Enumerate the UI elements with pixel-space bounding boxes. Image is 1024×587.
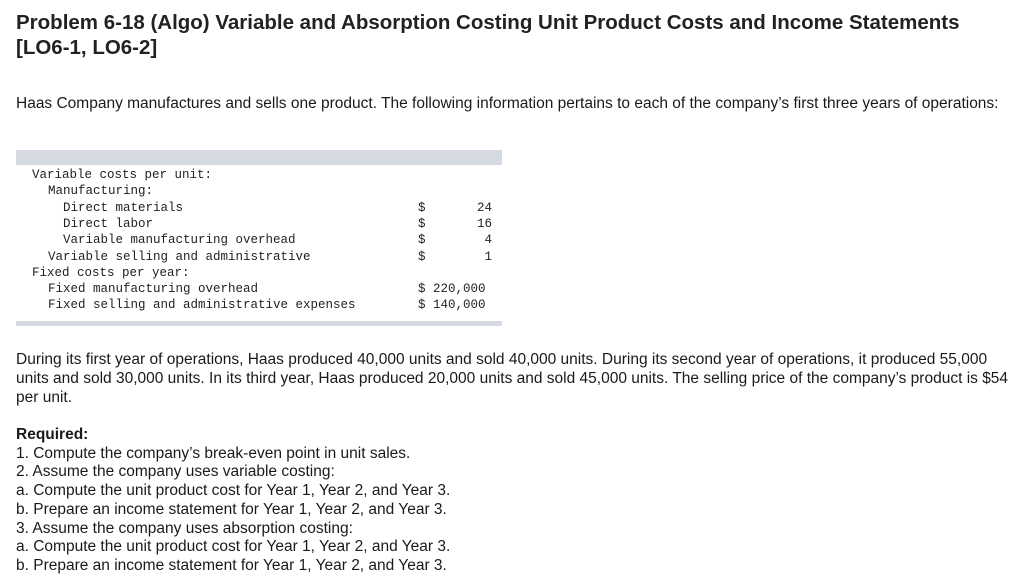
variable-sga-label: Variable selling and administrative (48, 250, 311, 264)
table-row (16, 297, 502, 313)
required-item: a. Compute the unit product cost for Year 1, Year 2, and Year 3. (16, 538, 451, 556)
required-item: a. Compute the unit product cost for Year 1, Year 2, and Year 3. (16, 482, 451, 500)
variable-sga-currency: $ (418, 250, 426, 264)
required-heading: Required: (16, 426, 89, 443)
table-row (16, 216, 502, 232)
direct-labor-currency: $ (418, 217, 426, 231)
variable-mfg-overhead-label: Variable manufacturing overhead (63, 233, 296, 247)
table-row (16, 265, 502, 281)
table-row (16, 281, 502, 297)
required-item: b. Prepare an income statement for Year 1, Year 2, and Year 3. (16, 556, 447, 574)
direct-labor-label: Direct labor (63, 217, 154, 231)
required-item: b. Prepare an income statement for Year 1, Year 2, and Year 3. (16, 500, 447, 518)
table-row (16, 249, 502, 265)
required-item: 3. Assume the company uses absorption costing: (16, 519, 353, 537)
table-top-bar (16, 150, 502, 165)
table-row (16, 232, 502, 248)
table-row (16, 183, 502, 199)
cost-data-table (16, 150, 502, 326)
variable-sga-value: 1 (484, 250, 492, 264)
direct-materials-value: 24 (476, 201, 492, 215)
table-bottom-bar (16, 321, 502, 326)
direct-materials-currency: $ (418, 201, 426, 215)
fixed-mfg-overhead-label: Fixed manufacturing overhead (48, 282, 259, 296)
required-item: 1. Compute the company’s break-even point in unit sales. (16, 444, 411, 462)
required-section (16, 426, 1016, 576)
table-row (16, 167, 502, 183)
production-paragraph: During its first year of operations, Haas produced 40,000 units and sold 40,000 units. During its second year of operations, it produced 55,000 units and sold 30,000 units. In its third year, Haas produced 20,000 units and sold 45,000 units. The selling price of the company’s product is $54 per unit. (16, 351, 1009, 406)
direct-labor-value: 16 (476, 217, 492, 231)
variable-costs-header: Variable costs per unit: (32, 168, 213, 182)
fixed-mfg-overhead-amount: $ 220,000 (418, 282, 486, 296)
variable-mfg-overhead-value: 4 (484, 233, 492, 247)
intro-text: Haas Company manufactures and sells one product. The following information pertains to each of the company’s first three years of operations: (16, 95, 999, 112)
fixed-sga-amount: $ 140,000 (418, 298, 486, 312)
direct-materials-label: Direct materials (63, 201, 184, 215)
fixed-sga-label: Fixed selling and administrative expenses (48, 298, 356, 312)
variable-mfg-overhead-currency: $ (418, 233, 426, 247)
fixed-costs-header: Fixed costs per year: (32, 266, 190, 280)
manufacturing-header: Manufacturing: (48, 184, 154, 198)
table-row (16, 200, 502, 216)
required-item: 2. Assume the company uses variable costing: (16, 463, 335, 481)
problem-title: Problem 6-18 (Algo) Variable and Absorption Costing Unit Product Costs and Income Statements [LO6-1, LO6-2] (16, 11, 960, 59)
